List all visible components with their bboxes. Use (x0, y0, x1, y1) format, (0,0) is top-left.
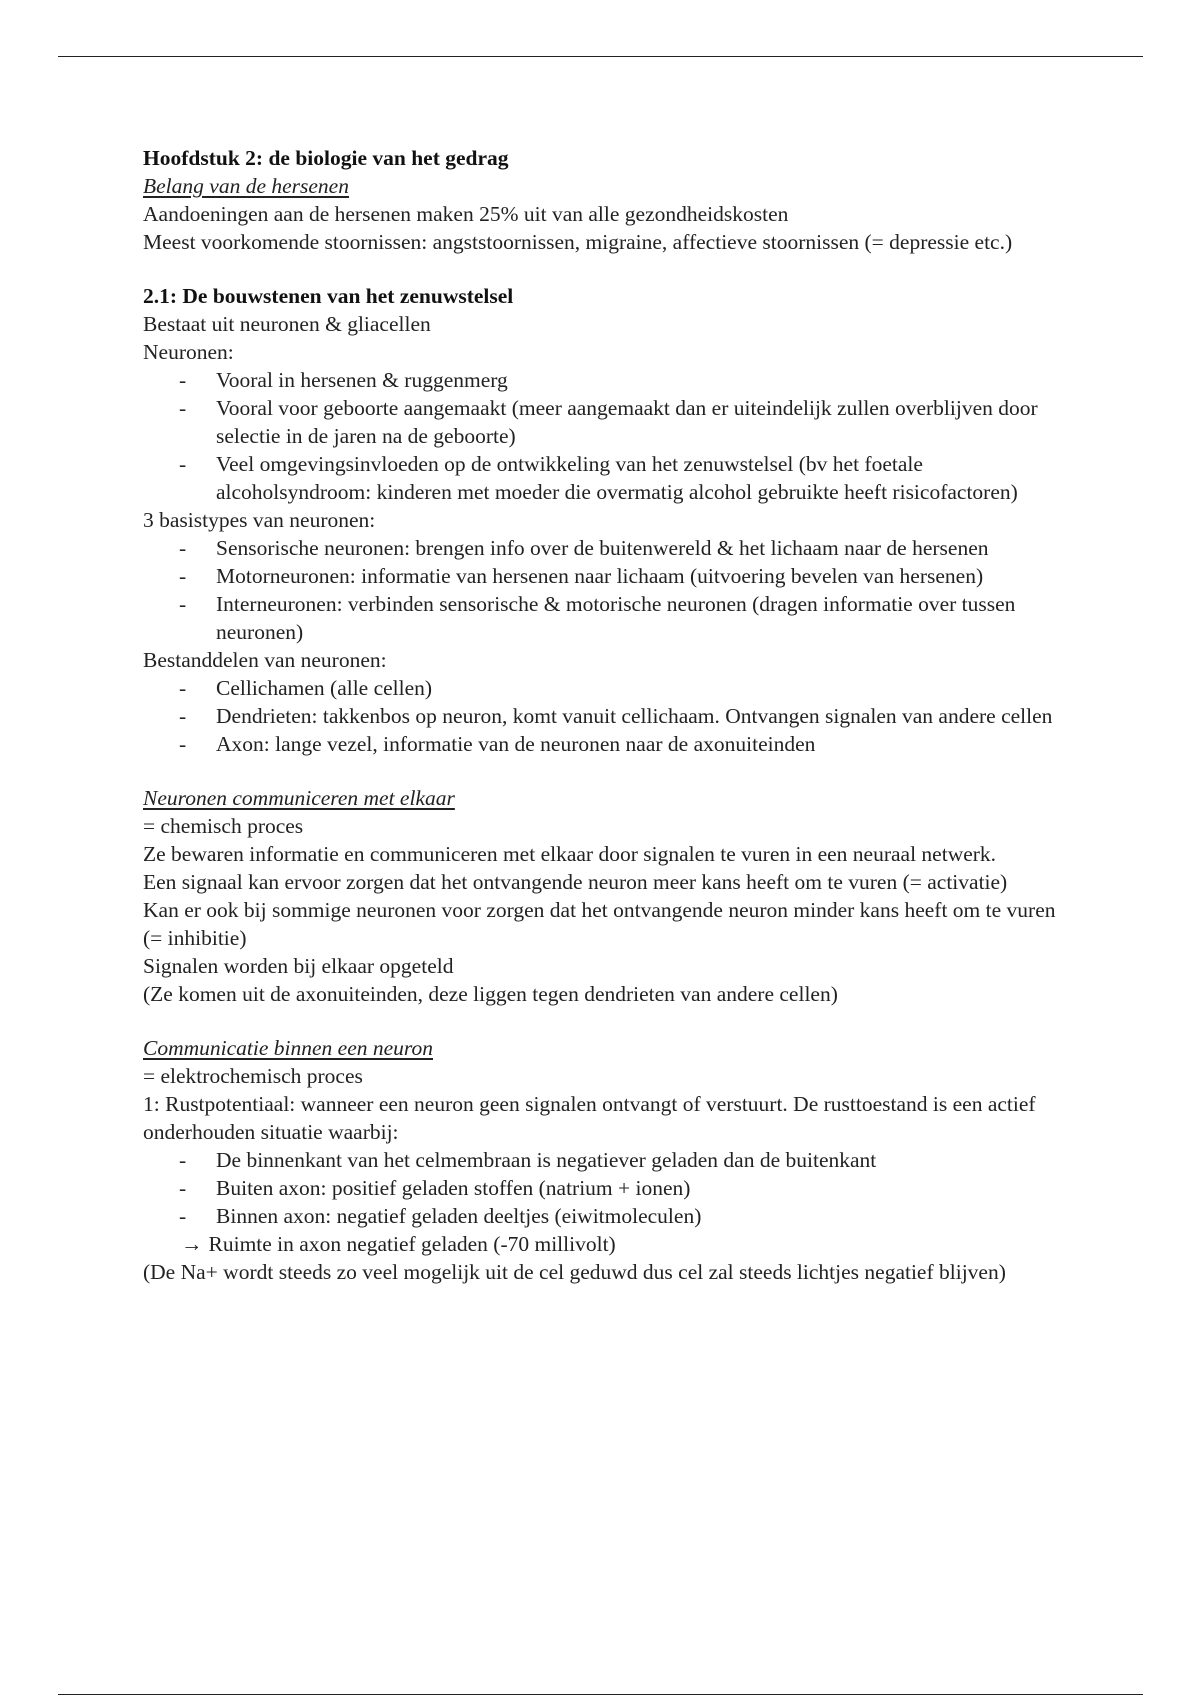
subheading-communicatie-binnen: Communicatie binnen een neuron (143, 1036, 433, 1060)
paragraph-line: Een signaal kan ervoor zorgen dat het ontvangende neuron meer kans heeft om te vuren (= activatie) (143, 870, 1008, 894)
paragraph-line: 1: Rustpotentiaal: wanneer een neuron geen signalen ontvangt of verstuurt. De rusttoestand is een actief onderhouden situatie waarbij: (143, 1092, 1036, 1144)
subheading-belang: Belang van de hersenen (143, 174, 349, 198)
arrow-line (143, 1230, 1063, 1258)
dash-marker: - (179, 676, 187, 700)
dash-marker: - (179, 732, 187, 756)
list-item-text: Vooral voor geboorte aangemaakt (meer aangemaakt dan er uiteindelijk zullen overblijven door selectie in de jaren na de geboorte) (216, 396, 1038, 448)
list-item-text: Axon: lange vezel, informatie van de neuronen naar de axonuiteinden (216, 732, 816, 756)
dash-marker: - (179, 452, 187, 476)
paragraph-line: (Ze komen uit de axonuiteinden, deze liggen tegen dendrieten van andere cellen) (143, 982, 838, 1006)
paragraph-line: = chemisch proces (143, 814, 304, 838)
list-item (143, 562, 1063, 590)
list-item-text: Vooral in hersenen & ruggenmerg (216, 368, 508, 392)
parts-list (143, 674, 1063, 758)
arrow-line-text: Ruimte in axon negatief geladen (-70 millivolt) (208, 1232, 616, 1256)
list-item-text: De binnenkant van het celmembraan is negatiever geladen dan de buitenkant (216, 1148, 877, 1172)
list-item (143, 590, 1063, 646)
list-item (143, 702, 1063, 730)
paragraph-line: Ze bewaren informatie en communiceren met elkaar door signalen te vuren in een neuraal netwerk. (143, 842, 997, 866)
arrow-right-icon: → (181, 1232, 203, 1256)
list-label-neuronen: Neuronen: (143, 340, 234, 364)
header-rule (58, 56, 1143, 57)
subheading-communiceren: Neuronen communiceren met elkaar (143, 786, 455, 810)
list-item (143, 674, 1063, 702)
dash-marker: - (179, 704, 187, 728)
list-item (143, 366, 1063, 394)
neuronen-list (143, 366, 1063, 506)
types-list (143, 534, 1063, 646)
list-item-text: Buiten axon: positief geladen stoffen (natrium + ionen) (216, 1176, 691, 1200)
list-item (143, 730, 1063, 758)
list-item (143, 1174, 1063, 1202)
list-item-text: Dendrieten: takkenbos op neuron, komt vanuit cellichaam. Ontvangen signalen van andere cellen (216, 704, 1053, 728)
list-item-text: Binnen axon: negatief geladen deeltjes (eiwitmoleculen) (216, 1204, 702, 1228)
paragraph-line: Kan er ook bij sommige neuronen voor zorgen dat het ontvangende neuron minder kans heeft om te vuren (= inhibitie) (143, 898, 1056, 950)
dash-marker: - (179, 368, 187, 392)
paragraph-line: Meest voorkomende stoornissen: angststoornissen, migraine, affectieve stoornissen (= depressie etc.) (143, 230, 1013, 254)
list-item-text: Cellichamen (alle cellen) (216, 676, 433, 700)
list-item (143, 534, 1063, 562)
spacer (143, 256, 1063, 282)
list-item-text: Interneuronen: verbinden sensorische & motorische neuronen (dragen informatie over tussen neuronen) (216, 592, 1016, 644)
dash-marker: - (179, 564, 187, 588)
list-item (143, 1146, 1063, 1174)
paragraph-line: = elektrochemisch proces (143, 1064, 363, 1088)
list-label-parts: Bestanddelen van neuronen: (143, 648, 387, 672)
list-item-text: Sensorische neuronen: brengen info over de buitenwereld & het lichaam naar de hersenen (216, 536, 989, 560)
dash-marker: - (179, 1176, 187, 1200)
dash-marker: - (179, 592, 187, 616)
list-item-text: Veel omgevingsinvloeden op de ontwikkeling van het zenuwstelsel (bv het foetale alcoholsyndroom: kinderen met moeder die overmatig alcohol gebruikte heeft risicofactoren) (216, 452, 1018, 504)
chapter-title: Hoofdstuk 2: de biologie van het gedrag (143, 146, 509, 170)
dash-marker: - (179, 1148, 187, 1172)
list-label-types: 3 basistypes van neuronen: (143, 508, 376, 532)
paragraph-line: (De Na+ wordt steeds zo veel mogelijk uit de cel geduwd dus cel zal steeds lichtjes negatief blijven) (143, 1260, 1006, 1284)
rustpotentiaal-list (143, 1146, 1063, 1230)
dash-marker: - (179, 536, 187, 560)
footer-rule (58, 1694, 1143, 1695)
paragraph-line: Signalen worden bij elkaar opgeteld (143, 954, 454, 978)
spacer (143, 758, 1063, 784)
list-item (143, 1202, 1063, 1230)
list-item (143, 450, 1063, 506)
dash-marker: - (179, 396, 187, 420)
list-item (143, 394, 1063, 450)
dash-marker: - (179, 1204, 187, 1228)
paragraph-line: Bestaat uit neuronen & gliacellen (143, 312, 431, 336)
section-title-2-1: 2.1: De bouwstenen van het zenuwstelsel (143, 284, 514, 308)
spacer (143, 1008, 1063, 1034)
document-body (143, 144, 1063, 1286)
paragraph-line: Aandoeningen aan de hersenen maken 25% uit van alle gezondheidskosten (143, 202, 789, 226)
list-item-text: Motorneuronen: informatie van hersenen naar lichaam (uitvoering bevelen van hersenen) (216, 564, 984, 588)
